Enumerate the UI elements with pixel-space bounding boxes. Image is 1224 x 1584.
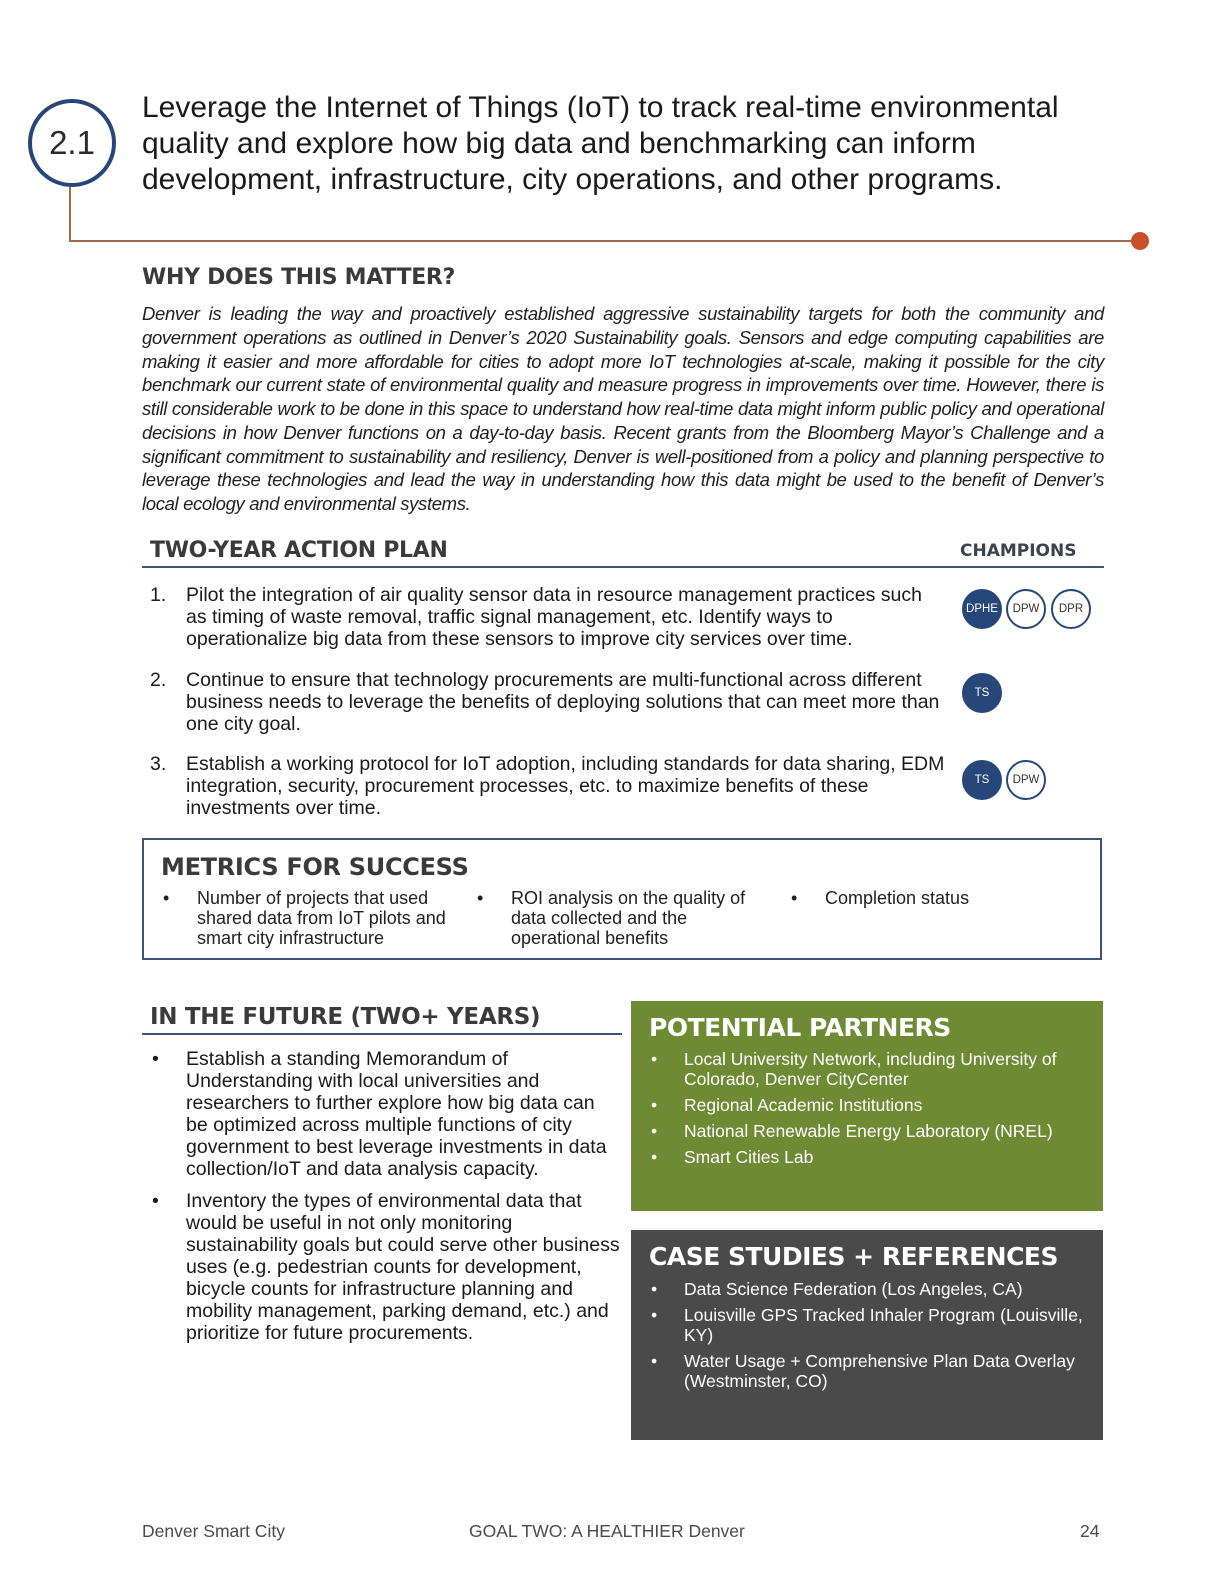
- bullet-glyph: •: [477, 888, 484, 908]
- case-study-text: Water Usage + Comprehensive Plan Data Overlay (Westminster, CO): [684, 1351, 1075, 1391]
- partners-heading: POTENTIAL PARTNERS: [649, 1013, 951, 1042]
- list-item: [649, 1121, 1089, 1141]
- list-item: [649, 1147, 1089, 1167]
- bullet-glyph: •: [651, 1279, 658, 1299]
- list-item: [150, 1048, 620, 1180]
- action-plan-divider: [142, 566, 1104, 568]
- why-body-text: Denver is leading the way and proactively established aggressive sustainability targets for both the community and government operations as outlined in Denver’s 2020 Sustainability goals. Sensors and edge computing capabilities are making it easier and more affordable for cities to adopt more IoT technologies at-scale, making it possible for the city benchmark our current state of environmental quality and measure progress in improvements over time. However, there is still considerable work to be done in this space to understand how real-time data might inform public policy and operational decisions in how Denver functions on a day-to-day basis. Recent grants from the Bloomberg Mayor’s Challenge and a significant commitment to sustainability and resiliency, Denver is well-positioned from a policy and planning perspective to leverage these technologies and lead the way in understanding how this data might be used to the benefit of Denver’s local ecology and environmental systems.: [142, 303, 1104, 514]
- champion-badge-dpw: DPW: [1006, 589, 1046, 629]
- list-item: [150, 1190, 620, 1344]
- list-item: [649, 1049, 1089, 1089]
- header-connector-line: [69, 187, 71, 241]
- partners-list: [649, 1049, 1089, 1173]
- action-item-number: 2.: [150, 669, 167, 691]
- list-item: [649, 1095, 1089, 1115]
- list-item: [649, 1305, 1089, 1345]
- partner-text: Smart Cities Lab: [684, 1147, 814, 1167]
- case-studies-heading: CASE STUDIES + REFERENCES: [649, 1242, 1058, 1271]
- action-item-text: Continue to ensure that technology procurements are multi-functional across different business needs to leverage the benefits of deploying solutions that can meet more than one city goal.: [186, 669, 940, 735]
- bullet-glyph: •: [152, 1048, 159, 1070]
- metric-text: Number of projects that used shared data from IoT pilots and smart city infrastructure: [197, 888, 446, 948]
- divider-end-dot: [1131, 232, 1149, 250]
- bullet-glyph: •: [651, 1351, 658, 1371]
- bullet-glyph: •: [651, 1305, 658, 1325]
- footer-left: Denver Smart City: [142, 1521, 285, 1541]
- action-plan-heading: TWO-YEAR ACTION PLAN: [150, 538, 448, 563]
- champion-badge-dphe: DPHE: [962, 589, 1002, 629]
- bullet-glyph: •: [651, 1049, 658, 1069]
- action-item-number: 1.: [150, 584, 167, 606]
- action-item-text: Establish a working protocol for IoT adoption, including standards for data sharing, EDM integration, security, procurement processes, etc. to maximize benefits of these investments over time.: [186, 753, 945, 819]
- action-item-text: Pilot the integration of air quality sensor data in resource management practices such as timing of waste removal, traffic signal management, etc. Identify ways to operationalize big data from these sensors to improve city services over time.: [186, 584, 922, 650]
- section-number-badge: 2.1: [28, 99, 116, 187]
- future-item-text: Establish a standing Memorandum of Understanding with local universities and researchers to further explore how big data can be optimized across multiple functions of city government to best leverage investments in data collection/IoT and data analysis capacity.: [186, 1048, 607, 1180]
- partners-box: [631, 1001, 1103, 1211]
- future-item-text: Inventory the types of environmental data that would be useful in not only monitoring sustainability goals but could serve other business uses (e.g. pedestrian counts for development, bicycle counts for infrastructure planning and mobility management, parking demand, etc.) and prioritize for future procurements.: [186, 1190, 620, 1344]
- partner-text: National Renewable Energy Laboratory (NREL): [684, 1121, 1053, 1141]
- metric-text: Completion status: [825, 888, 970, 908]
- champions-heading: CHAMPIONS: [960, 541, 1077, 561]
- bullet-glyph: •: [651, 1095, 658, 1115]
- header-divider: [69, 240, 1135, 242]
- bullet-glyph: •: [163, 888, 170, 908]
- partner-text: Local University Network, including University of Colorado, Denver CityCenter: [684, 1049, 1057, 1089]
- bullet-glyph: •: [651, 1147, 658, 1167]
- page-title: Leverage the Internet of Things (IoT) to track real-time environmental quality and explore how big data and benchmarking can inform development, infrastructure, city operations, and other programs.: [142, 91, 1059, 196]
- footer-center: GOAL TWO: A HEALTHIER Denver: [469, 1521, 745, 1541]
- future-list: [150, 1048, 620, 1354]
- future-divider: [142, 1033, 622, 1035]
- case-studies-box: [631, 1230, 1103, 1440]
- champion-badge-dpw: DPW: [1006, 760, 1046, 800]
- partner-text: Regional Academic Institutions: [684, 1095, 923, 1115]
- bullet-glyph: •: [651, 1121, 658, 1141]
- future-heading: IN THE FUTURE (TWO+ YEARS): [150, 1004, 541, 1030]
- action-item-number: 3.: [150, 753, 167, 775]
- champion-badge-dpr: DPR: [1051, 589, 1091, 629]
- bullet-glyph: •: [791, 888, 798, 908]
- why-heading: WHY DOES THIS MATTER?: [142, 265, 456, 290]
- case-studies-list: [649, 1279, 1089, 1397]
- page-number: 24: [1080, 1521, 1100, 1541]
- list-item: [649, 1351, 1089, 1391]
- case-study-text: Louisville GPS Tracked Inhaler Program (Louisville, KY): [684, 1305, 1083, 1345]
- metric-text: ROI analysis on the quality of data collected and the operational benefits: [511, 888, 746, 948]
- champion-badge-ts: TS: [962, 760, 1002, 800]
- case-study-text: Data Science Federation (Los Angeles, CA): [684, 1279, 1023, 1299]
- bullet-glyph: •: [152, 1190, 159, 1212]
- champion-badge-ts: TS: [962, 673, 1002, 713]
- metrics-heading: METRICS FOR SUCCESS: [161, 853, 469, 881]
- list-item: [649, 1279, 1089, 1299]
